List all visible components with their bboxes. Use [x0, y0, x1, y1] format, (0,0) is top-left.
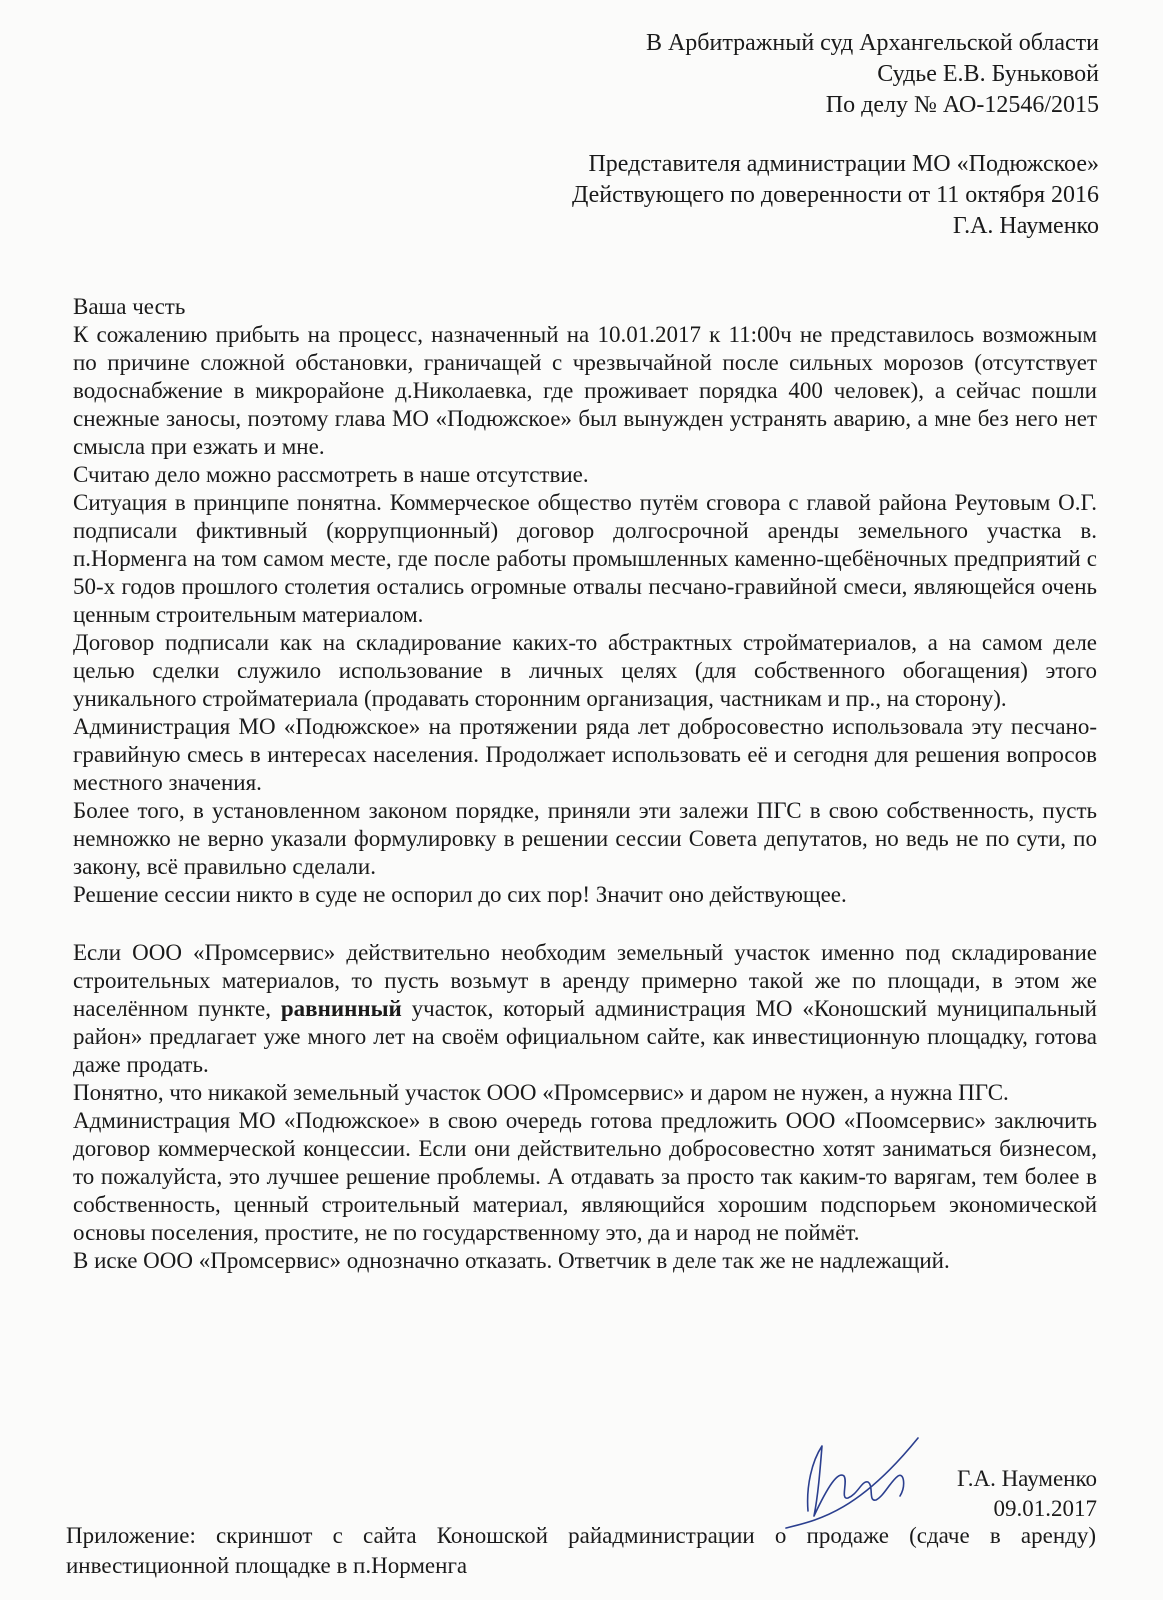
paragraph-8-start: Если ООО «Промсервис» действительно необходим земельный участок именно под складирование строительных материалов, то пусть возьмут в аренду примерно такой же по площади, в этом же населённом пункте,	[73, 940, 1097, 1021]
paragraph-7: Решение сессии никто в суде не оспорил до сих пор! Значит оно действующее.	[73, 882, 847, 907]
sender-title-line: Представителя администрации МО «Подюжское»	[588, 151, 1099, 177]
attachment-note: Приложение: скриншот с сайта Коношской райадминистрации о продаже (сдаче в аренду) инвестиционной площадке в п.Норменга	[66, 1523, 1096, 1578]
paragraph-8	[73, 939, 1097, 1079]
power-of-attorney-line: Действующего по доверенности от 11 октября 2016	[571, 182, 1099, 208]
paragraph-6: Более того, в установленном законом порядке, приняли эти залежи ПГС в свою собственность, пусть немножко не верно указали формулировку в решении сессии Совета депутатов, но ведь не по сути, по закону, всё правильно сделали.	[73, 798, 1097, 879]
addressee-block	[399, 28, 1099, 121]
paragraph-8-end: участок, который администрация МО «Коношский муниципальный район» предлагает уже много лет на своём официальном сайте, как инвестиционную площадку, готова даже продать.	[73, 996, 1097, 1077]
paragraph-8-bold: равнинный	[280, 996, 402, 1021]
signature-date: 09.01.2017	[993, 1496, 1097, 1521]
paragraph-gap	[73, 909, 1097, 939]
signature-block	[797, 1464, 1097, 1524]
court-line: В Арбитражный суд Архангельской области	[645, 30, 1099, 56]
sender-name-line: Г.А. Науменко	[952, 213, 1099, 239]
sender-block	[339, 149, 1099, 242]
salutation: Ваша честь	[73, 294, 186, 319]
paragraph-9: Понятно, что никакой земельный участок ООО «Промсервис» и даром не нужен, а нужна ПГС.	[73, 1080, 1009, 1105]
paragraph-4: Договор подписали как на складирование каких-то абстрактных стройматериалов, а на самом деле целью сделки служило использование в личных целях (для собственного обогащения) этого уникального стройматериала (продавать сторонним организация, частникам и пр., на сторону).	[73, 630, 1097, 711]
signer-name: Г.А. Науменко	[957, 1466, 1097, 1491]
letter-body	[73, 293, 1097, 1275]
paragraph-5: Администрация МО «Подюжское» на протяжении ряда лет добросовестно использовала эту песчано-гравийную смесь в интересах населения. Продолжает использовать её и сегодня для решения вопросов местного значения.	[73, 714, 1097, 795]
paragraph-10: Администрация МО «Подюжское» в свою очередь готова предложить ООО «Поомсервис» заключить договор коммерческой концессии. Если они действительно добросовестно хотят заниматься бизнесом, то пожалуйста, это лучшее решение проблемы. А отдавать за просто так каким-то варягам, тем более в собственность, ценный строительный материал, являющийся хорошим подспорьем экономической основы поселения, простите, не по государственному это, да и народ не поймёт.	[73, 1108, 1097, 1245]
paragraph-3: Ситуация в принципе понятна. Коммерческое общество путём сговора с главой района Реутовым О.Г. подписали фиктивный (коррупционный) договор долгосрочной аренды земельного участка в. п.Норменга на том самом месте, где после работы промышленных каменно-щебёночных предприятий с 50-х годов прошлого столетия остались огромные отвалы песчано-гравийной смеси, являющейся очень ценным строительным материалом.	[73, 490, 1097, 627]
paragraph-1: К сожалению прибыть на процесс, назначенный на 10.01.2017 к 11:00ч не представилось возможным по причине сложной обстановки, граничащей с чрезвычайной после сильных морозов (отсутствует водоснабжение в микрорайоне д.Николаевка, где проживает порядка 400 человек), а сейчас пошли снежные заносы, поэтому глава МО «Подюжское» был вынужден устранять аварию, а мне без него нет смысла при езжать и мне.	[73, 322, 1097, 459]
case-number-line: По делу № АО-12546/2015	[825, 92, 1099, 118]
paragraph-11: В иске ООО «Промсервис» однозначно отказать. Ответчик в деле так же не надлежащий.	[73, 1248, 950, 1273]
judge-line: Судье Е.В. Буньковой	[877, 61, 1099, 87]
paragraph-2: Считаю дело можно рассмотреть в наше отсутствие.	[73, 462, 589, 487]
